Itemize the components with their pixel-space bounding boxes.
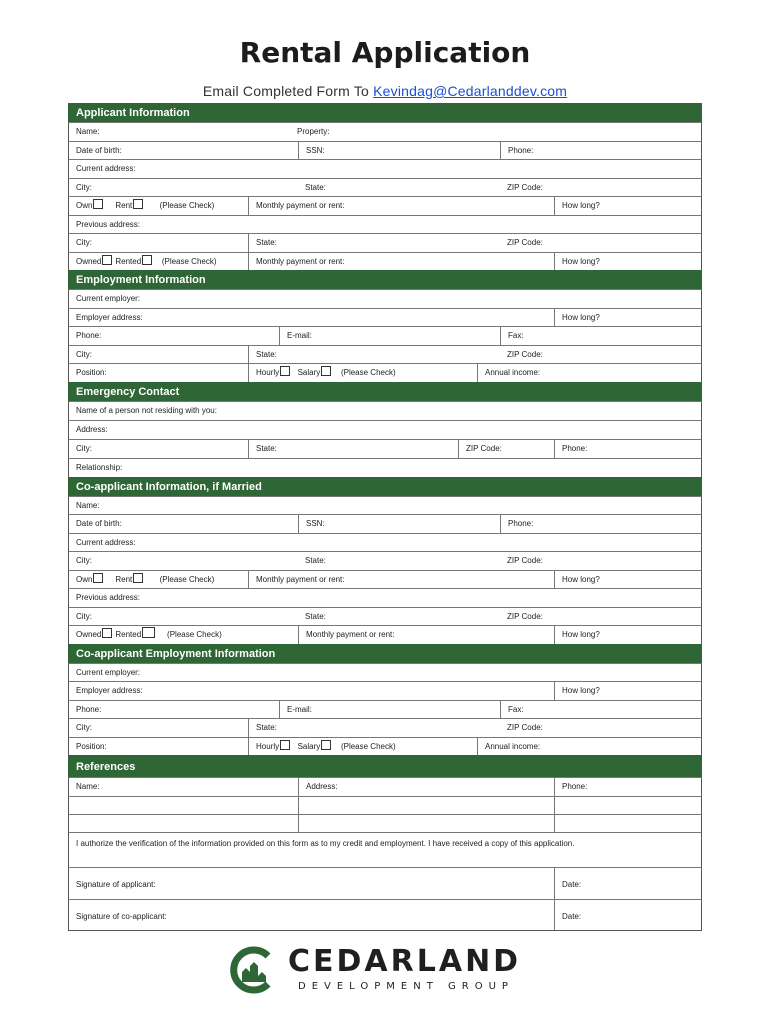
logo-subtitle: DEVELOPMENT GROUP xyxy=(298,981,514,992)
co-employer-address-field[interactable]: Employer address: xyxy=(76,686,143,695)
rented-checkbox[interactable] xyxy=(142,255,152,265)
row-applicant-name xyxy=(68,122,702,141)
reference-name-header: Name: xyxy=(76,782,100,791)
reference-address-header: Address: xyxy=(298,778,554,796)
hourly-label: Hourly xyxy=(256,741,280,751)
rent-checkbox[interactable] xyxy=(133,199,143,209)
reference-row xyxy=(68,796,702,814)
section-applicant: Applicant Information xyxy=(68,103,702,122)
row-co-employer-phone xyxy=(68,700,702,719)
employer-how-long-field[interactable]: How long? xyxy=(554,309,701,327)
prev-state-field[interactable]: State: xyxy=(248,234,500,252)
reference-address-cell[interactable] xyxy=(298,797,554,814)
coapplicant-date-field[interactable]: Date: xyxy=(554,900,701,930)
employer-fax-field[interactable]: Fax: xyxy=(500,327,701,345)
reference-name-cell[interactable] xyxy=(69,815,298,832)
prev-monthly-payment-field[interactable]: Monthly payment or rent: xyxy=(248,253,554,271)
row-emergency-address xyxy=(68,420,702,439)
employer-city-field[interactable]: City: xyxy=(76,349,92,359)
hourly-label: Hourly xyxy=(256,368,280,377)
row-co-dob xyxy=(68,514,702,533)
reference-address-cell[interactable] xyxy=(298,815,554,832)
row-authorization xyxy=(68,832,702,867)
prev-how-long-field[interactable]: How long? xyxy=(554,253,701,271)
row-applicant-dob xyxy=(68,141,702,160)
own-rent-group xyxy=(69,197,248,215)
emergency-state-field[interactable]: State: xyxy=(248,440,458,458)
property-field[interactable]: Property: xyxy=(297,127,330,136)
co-employer-city-field[interactable]: City: xyxy=(76,723,92,732)
row-emergency-name xyxy=(68,401,702,420)
co-employer-how-long-field[interactable]: How long? xyxy=(554,682,701,700)
co-employer-email-field[interactable]: E-mail: xyxy=(279,701,500,719)
co-position-field[interactable]: Position: xyxy=(76,741,107,751)
cedarland-logo-mark-icon xyxy=(230,946,274,994)
row-co-previous-address xyxy=(68,588,702,607)
row-co-own-rent xyxy=(68,570,702,589)
zip-field[interactable]: ZIP Code: xyxy=(507,182,543,192)
monthly-payment-field[interactable]: Monthly payment or rent: xyxy=(248,197,554,215)
employer-email-field[interactable]: E-mail: xyxy=(279,327,500,345)
co-prev-city-field[interactable]: City: xyxy=(76,611,92,621)
row-owned-rented xyxy=(68,252,702,271)
row-previous-address xyxy=(68,215,702,234)
emergency-name-field[interactable]: Name of a person not residing with you: xyxy=(76,405,217,415)
applicant-signature-field[interactable]: Signature of applicant: xyxy=(76,879,156,889)
co-rented-checkbox[interactable] xyxy=(142,627,155,638)
salary-checkbox[interactable] xyxy=(321,366,331,376)
co-dob-field[interactable]: Date of birth: xyxy=(76,519,122,528)
co-previous-address-field[interactable]: Previous address: xyxy=(76,593,141,602)
state-field[interactable]: State: xyxy=(305,182,326,192)
email-link[interactable]: Kevindag@Cedarlanddev.com xyxy=(373,83,568,99)
authorization-text: I authorize the verification of the information provided on this form as to my credit and employment. I have received a copy of this application. xyxy=(76,838,575,848)
salary-label: Salary xyxy=(297,741,321,751)
co-prev-state-field[interactable]: State: xyxy=(305,611,326,621)
row-references-header xyxy=(68,777,702,796)
row-current-employer xyxy=(68,289,702,308)
hourly-checkbox[interactable] xyxy=(280,366,290,376)
co-ssn-field[interactable]: SSN: xyxy=(298,515,500,533)
row-city-state-zip xyxy=(68,178,702,197)
row-current-address xyxy=(68,159,702,178)
how-long-field[interactable]: How long? xyxy=(554,197,701,215)
page-title: Rental Application xyxy=(239,36,531,69)
row-co-prev-city xyxy=(68,607,702,626)
section-employment: Employment Information xyxy=(68,270,702,289)
previous-address-field[interactable]: Previous address: xyxy=(76,219,141,229)
co-city-field[interactable]: City: xyxy=(76,556,92,565)
co-owned-checkbox[interactable] xyxy=(102,628,112,638)
co-prev-monthly-field[interactable]: Monthly payment or rent: xyxy=(298,626,554,644)
emergency-address-field[interactable]: Address: xyxy=(76,424,108,434)
co-how-long-field[interactable]: How long? xyxy=(554,571,701,589)
row-relationship xyxy=(68,458,702,477)
reference-phone-cell[interactable] xyxy=(554,797,701,814)
owned-rented-group xyxy=(69,253,248,271)
section-coapplicant: Co-applicant Information, if Married xyxy=(68,477,702,496)
please-check-label: (Please Check) xyxy=(340,741,396,751)
please-check-label: (Please Check) xyxy=(161,256,217,266)
hourly-salary-group xyxy=(248,364,477,382)
emergency-city-field[interactable]: City: xyxy=(76,443,92,453)
row-co-current-employer xyxy=(68,663,702,682)
row-co-position xyxy=(68,737,702,756)
row-position xyxy=(68,363,702,382)
logo-name: CEDARLAND xyxy=(288,944,522,979)
co-current-employer-field[interactable]: Current employer: xyxy=(76,667,141,677)
row-employer-address xyxy=(68,308,702,327)
row-co-current-address xyxy=(68,533,702,552)
rented-label: Rented xyxy=(115,256,142,266)
emergency-phone-field[interactable]: Phone: xyxy=(554,440,701,458)
reference-phone-cell[interactable] xyxy=(554,815,701,832)
row-co-employer-city xyxy=(68,718,702,737)
employer-zip-field[interactable]: ZIP Code: xyxy=(507,349,543,359)
row-signature-applicant xyxy=(68,867,702,899)
co-own-rent-group xyxy=(69,571,248,589)
please-check-label: (Please Check) xyxy=(159,201,215,210)
co-state-field[interactable]: State: xyxy=(305,556,326,565)
co-monthly-payment-field[interactable]: Monthly payment or rent: xyxy=(248,571,554,589)
co-rent-checkbox[interactable] xyxy=(133,573,143,583)
row-co-owned-rented xyxy=(68,625,702,644)
co-own-checkbox[interactable] xyxy=(93,573,103,583)
own-checkbox[interactable] xyxy=(93,199,103,209)
employer-state-field[interactable]: State: xyxy=(248,346,500,364)
co-current-address-field[interactable]: Current address: xyxy=(76,537,136,547)
row-co-employer-address xyxy=(68,681,702,700)
please-check-label: (Please Check) xyxy=(159,574,215,584)
row-co-city xyxy=(68,551,702,570)
co-phone-field[interactable]: Phone: xyxy=(500,515,701,533)
section-references: References xyxy=(68,755,702,777)
section-emergency: Emergency Contact xyxy=(68,382,702,401)
co-annual-income-field[interactable]: Annual income: xyxy=(477,738,701,756)
owned-label: Owned xyxy=(76,256,102,266)
reference-phone-header: Phone: xyxy=(554,778,701,796)
coapplicant-signature-field[interactable]: Signature of co-applicant: xyxy=(76,911,167,921)
owned-label: Owned xyxy=(76,630,102,639)
co-hourly-checkbox[interactable] xyxy=(280,740,290,750)
section-co-employment: Co-applicant Employment Information xyxy=(68,644,702,663)
own-label: Own xyxy=(76,201,93,210)
co-prev-how-long-field[interactable]: How long? xyxy=(554,626,701,644)
co-employer-phone-field[interactable]: Phone: xyxy=(76,704,102,714)
annual-income-field[interactable]: Annual income: xyxy=(477,364,701,382)
employer-phone-field[interactable]: Phone: xyxy=(76,331,102,340)
row-employer-phone xyxy=(68,326,702,345)
co-hourly-salary-group xyxy=(248,738,477,756)
co-employer-zip-field[interactable]: ZIP Code: xyxy=(507,723,543,732)
city-field[interactable]: City: xyxy=(76,182,92,192)
position-field[interactable]: Position: xyxy=(76,368,107,377)
email-prefix: Email Completed Form To xyxy=(202,83,374,99)
co-zip-field[interactable]: ZIP Code: xyxy=(507,556,543,565)
current-address-field[interactable]: Current address: xyxy=(76,164,136,173)
rent-label: Rent xyxy=(115,574,133,584)
row-prev-city-state-zip xyxy=(68,233,702,252)
cedarland-logo xyxy=(230,944,540,1000)
row-co-name xyxy=(68,496,702,515)
emergency-zip-field[interactable]: ZIP Code: xyxy=(458,440,554,458)
rental-application-form xyxy=(68,103,702,931)
email-instruction xyxy=(0,83,770,99)
prev-city-field[interactable]: City: xyxy=(76,238,92,247)
co-employer-fax-field[interactable]: Fax: xyxy=(500,701,701,719)
prev-zip-field[interactable]: ZIP Code: xyxy=(507,238,543,247)
row-employer-city xyxy=(68,345,702,364)
own-label: Own xyxy=(76,574,93,584)
please-check-label: (Please Check) xyxy=(340,368,396,377)
applicant-date-field[interactable]: Date: xyxy=(554,868,701,899)
co-name-field[interactable]: Name: xyxy=(76,500,100,510)
ssn-field[interactable]: SSN: xyxy=(298,142,500,160)
co-owned-rented-group xyxy=(69,626,298,644)
row-signature-coapplicant xyxy=(68,899,702,931)
reference-row xyxy=(68,814,702,832)
current-employer-field[interactable]: Current employer: xyxy=(76,294,141,303)
co-prev-zip-field[interactable]: ZIP Code: xyxy=(507,611,543,621)
name-field[interactable]: Name: xyxy=(76,127,100,136)
rented-label: Rented xyxy=(115,630,142,639)
employer-address-field[interactable]: Employer address: xyxy=(76,312,143,322)
row-emergency-city xyxy=(68,439,702,458)
rent-label: Rent xyxy=(115,201,133,210)
relationship-field[interactable]: Relationship: xyxy=(76,462,123,472)
owned-checkbox[interactable] xyxy=(102,255,112,265)
dob-field[interactable]: Date of birth: xyxy=(76,145,122,155)
reference-name-cell[interactable] xyxy=(69,797,298,814)
phone-field[interactable]: Phone: xyxy=(500,142,701,160)
row-own-rent xyxy=(68,196,702,215)
co-employer-state-field[interactable]: State: xyxy=(248,719,500,737)
please-check-label: (Please Check) xyxy=(167,630,222,639)
salary-label: Salary xyxy=(297,368,321,377)
co-salary-checkbox[interactable] xyxy=(321,740,331,750)
